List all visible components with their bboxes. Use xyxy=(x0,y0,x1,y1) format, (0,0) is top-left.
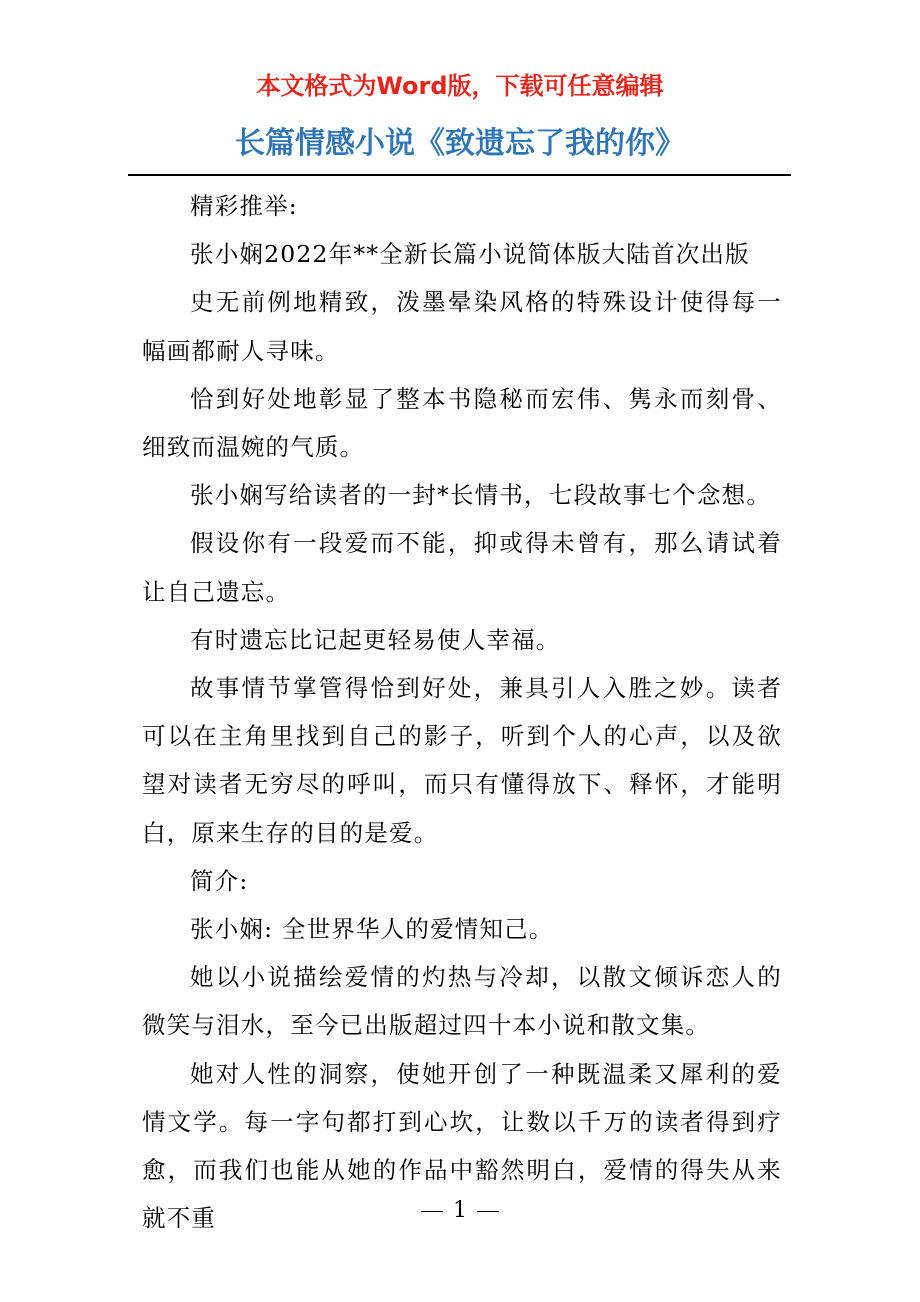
paragraph: 故事情节掌管得恰到好处，兼具引人入胜之妙。读者可以在主角里找到自己的影子，听到个人的心声，以及欲望对读者无穷尽的呼叫，而只有懂得放下、释怀，才能明白，原来生存的目的是爱。 xyxy=(142,674,782,847)
paragraph: 她对人性的洞察，使她开创了一种既温柔又犀利的爱情文学。每一字句都打到心坎，让数以千万的读者得到疗愈，而我们也能从她的作品中豁然明白，爱情的得失从来就不重 xyxy=(142,1059,782,1233)
page-number: 1 xyxy=(453,1198,467,1223)
paragraph: 恰到好处地彰显了整本书隐秘而宏伟、隽永而刻骨、细致而温婉的气质。 xyxy=(142,384,782,462)
paragraph: 假设你有一段爱而不能，抑或得未曾有，那么请试着让自己遗忘。 xyxy=(142,529,782,606)
document-title: 长篇情感小说《致遗忘了我的你》 xyxy=(235,126,685,161)
page-footer xyxy=(0,1193,920,1229)
paragraph: 有时遗忘比记起更轻易使人幸福。 xyxy=(190,625,561,654)
footer-dash-left xyxy=(421,1211,443,1212)
header-rule xyxy=(128,174,791,176)
footer-dash-right xyxy=(477,1211,499,1212)
paragraph-recommendation-heading: 精彩推举: xyxy=(190,192,298,220)
document-body xyxy=(142,182,782,1242)
format-notice: 本文格式为Word版，下载可任意编辑 xyxy=(256,72,664,100)
paragraph-intro-heading: 简介: xyxy=(190,866,249,895)
paragraph: 张小娴2022年**全新长篇小说简体版大陆首次出版 xyxy=(190,240,750,269)
paragraph: 张小娴写给读者的一封*长情书，七段故事七个念想。 xyxy=(190,481,772,510)
paragraph: 张小娴: 全世界华人的爱情知己。 xyxy=(190,915,554,944)
paragraph: 史无前例地精致，泼墨晕染风格的特殊设计使得每一幅画都耐人寻味。 xyxy=(142,288,782,365)
paragraph: 她以小说描绘爱情的灼热与冷却，以散文倾诉恋人的微笑与泪水，至今已出版超过四十本小说和散文集。 xyxy=(142,963,782,1040)
